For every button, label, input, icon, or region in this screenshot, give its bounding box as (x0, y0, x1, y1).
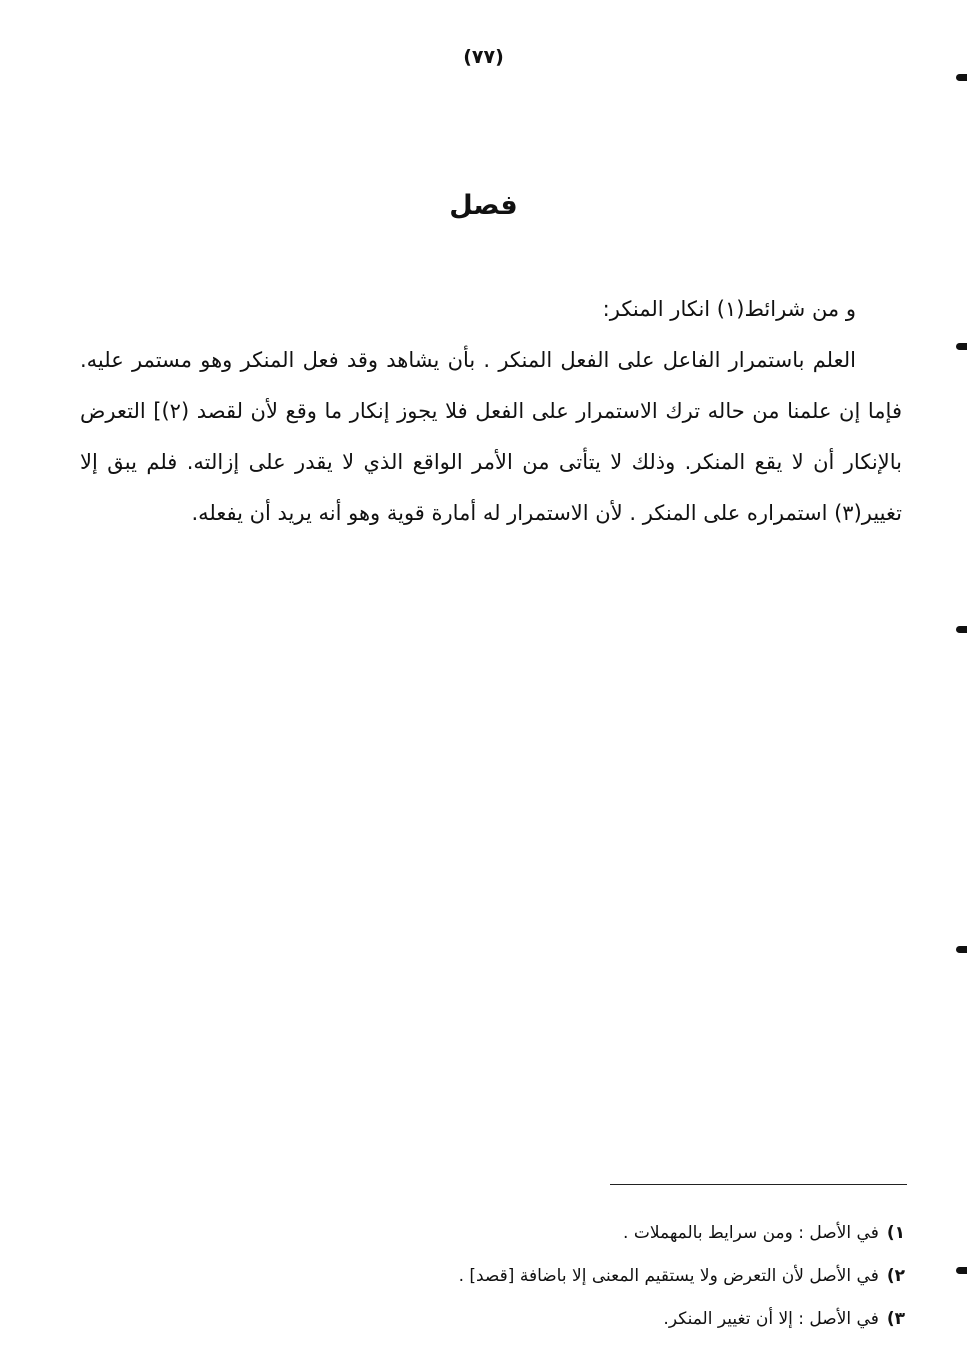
footnote-number: ١) (886, 1223, 905, 1243)
footnote-3 (300, 1298, 905, 1341)
scan-edge-mark (956, 946, 967, 953)
scan-edge-mark (956, 626, 967, 633)
footnote-number: ٢) (886, 1266, 905, 1286)
page-number: (٧٧) (463, 46, 504, 68)
intro-line: و من شرائط(١) انكار المنكر: (602, 297, 856, 321)
footnotes (300, 1212, 905, 1341)
footnote-2 (300, 1255, 905, 1298)
section-title: فصل (449, 190, 518, 221)
footnote-text: في الأصل لأن التعرض ولا يستقيم المعنى إلا باضافة [قصد] . (458, 1266, 879, 1286)
scan-edge-mark (956, 74, 967, 81)
scan-edge-mark (956, 343, 967, 350)
footnote-text: في الأصل : ومن سرايط بالمهملات . (623, 1223, 879, 1243)
scan-edge-mark (956, 1267, 967, 1274)
body-text (80, 284, 902, 539)
footnote-1 (300, 1212, 905, 1255)
footnote-text: في الأصل : إلا أن تغيير المنكر. (663, 1309, 879, 1329)
main-paragraph: العلم باستمرار الفاعل على الفعل المنكر . بأن يشاهد وقد فعل المنكر وهو مستمر عليه. فإما إن علمنا من حاله ترك الاستمرار على الفعل فلا يجوز إنكار ما وقع لأن لقصد (٢)] التعرض بالإنكار أن لا يقع المنكر. وذلك لا يتأتى من الأمر الواقع الذي لا يقدر على إزالته. فلم يبق إلا تغيير(٣) استمراره على المنكر . لأن الاستمرار له أمارة قوية وهو أنه يريد أن يفعله. (80, 348, 902, 525)
footnote-divider (610, 1184, 907, 1185)
footnote-number: ٣) (886, 1309, 905, 1329)
